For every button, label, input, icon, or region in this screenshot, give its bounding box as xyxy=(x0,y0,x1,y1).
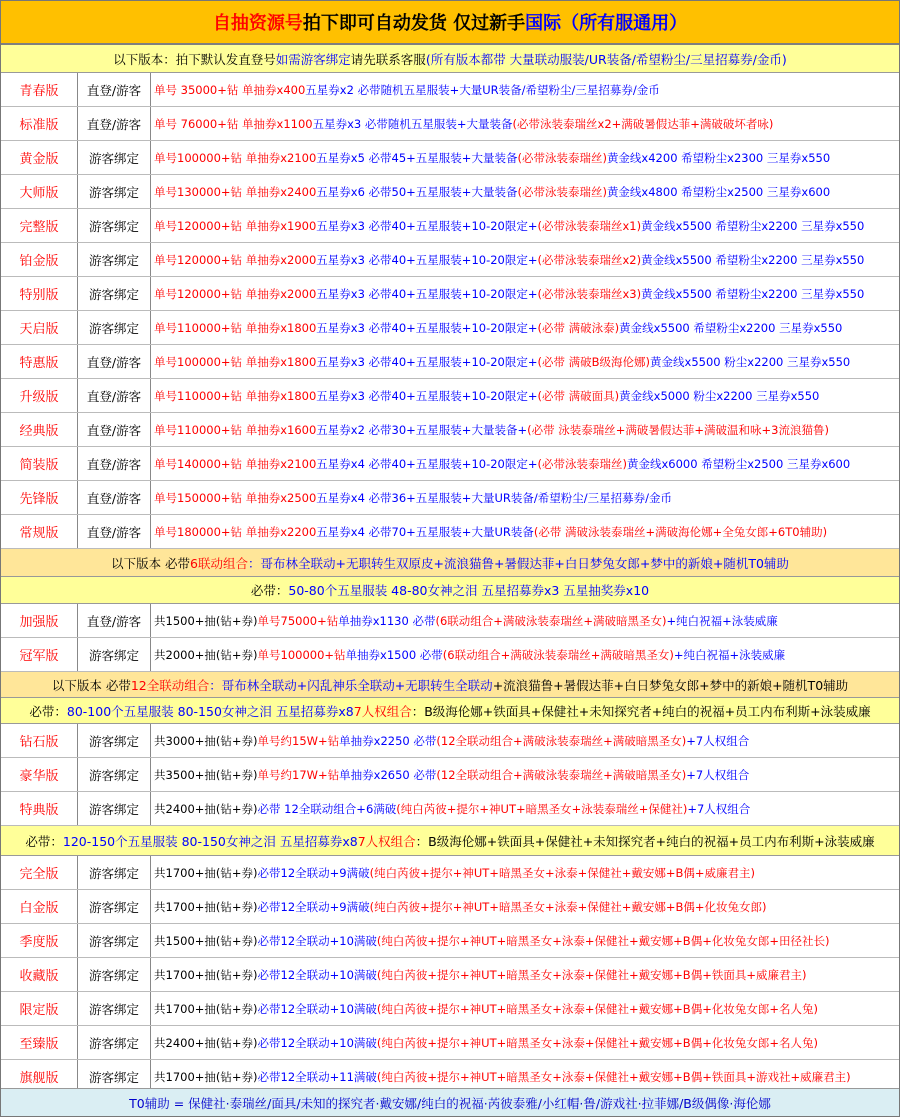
version-details xyxy=(151,345,899,378)
detail-segment: 共3500+抽(钻+券) xyxy=(154,767,258,782)
version-details xyxy=(151,311,899,344)
login-type: 游客绑定 xyxy=(78,638,151,671)
detail-segment: (6联动组合+满破泳装泰瑞丝+满破暗黑圣女) xyxy=(435,613,667,628)
login-type: 游客绑定 xyxy=(78,277,151,310)
detail-segment: +纯白祝福+泳装威廉 xyxy=(666,613,778,628)
detail-segment: 五星券x3 必带40+五星服装+10-20限定+ xyxy=(316,320,538,335)
table-row xyxy=(1,73,899,107)
table-row xyxy=(1,175,899,209)
detail-segment: (必带 泳装泰瑞丝+满破暑假达菲+满破温和咏+3流浪猫鲁) xyxy=(527,422,829,437)
section3-sub-p3: 7人权组合 xyxy=(353,703,412,719)
detail-segment: 五星券x3 必带40+五星服装+10-20限定+ xyxy=(316,286,538,301)
section3-header-p1: 以下版本 必带 xyxy=(51,677,131,693)
version-details xyxy=(151,638,899,671)
detail-segment: (6联动组合+满破泳装泰瑞丝+满破暗黑圣女) xyxy=(442,647,674,662)
detail-segment: 共2400+抽(钻+券) xyxy=(154,1035,258,1050)
table-row xyxy=(1,141,899,175)
table-row xyxy=(1,447,899,481)
detail-segment: 共3000+抽(钻+券) xyxy=(154,733,258,748)
detail-segment: 黄金线x4800 希望粉尘x2500 三星券x600 xyxy=(606,184,831,199)
version-details xyxy=(151,141,899,174)
login-type: 游客绑定 xyxy=(78,724,151,757)
section3-subheader xyxy=(1,698,899,724)
section2-table xyxy=(1,604,899,672)
title-part-1: 自抽资源号 xyxy=(212,13,303,34)
detail-segment: 五星券x3 必带40+五星服装+10-20限定+ xyxy=(316,218,538,233)
section1-header-p2: 如需游客绑定 xyxy=(275,51,351,67)
detail-segment: 五星券x3 必带40+五星服装+10-20限定+ xyxy=(316,252,538,267)
login-type: 直登/游客 xyxy=(78,447,151,480)
page-title xyxy=(1,1,899,45)
detail-segment: (必带 满破B级海伦娜) xyxy=(537,354,651,369)
section3-header-p3: ：哥布林全联动+闪乱神乐全联动+无职转生全联动 xyxy=(209,677,493,693)
footer-note: T0辅助 = 保健社·泰瑞丝/面具/未知的探究者·戴安娜/纯白的祝福·芮彼泰雅/小红帽·鲁/游戏社·拉菲娜/B级偶像·海伦娜 xyxy=(1,1088,899,1116)
version-details xyxy=(151,447,899,480)
section3-header-p2: 12全联动组合 xyxy=(130,677,210,693)
version-name: 至臻版 xyxy=(1,1026,78,1059)
login-type: 游客绑定 xyxy=(78,175,151,208)
section3-table xyxy=(1,724,899,826)
version-details xyxy=(151,792,899,825)
login-type: 直登/游客 xyxy=(78,413,151,446)
detail-segment: 单号100000+钻 单抽券x2100 xyxy=(154,150,317,165)
detail-segment: 单号120000+钻 单抽券x1900 xyxy=(154,218,317,233)
version-details xyxy=(151,243,899,276)
detail-segment: 单号150000+钻 单抽券x2500 xyxy=(154,490,317,505)
table-row xyxy=(1,345,899,379)
section2-header xyxy=(1,549,899,577)
version-name: 限定版 xyxy=(1,992,78,1025)
detail-segment: 单号100000+钻 xyxy=(257,647,346,662)
detail-segment: (必带泳装泰瑞丝) xyxy=(517,184,607,199)
section3-header-p4: +流浪猫鲁+暑假达菲+白日梦兔女郎+梦中的新娘+随机T0辅助 xyxy=(492,677,849,693)
detail-segment: 单号120000+钻 单抽券x2000 xyxy=(154,286,317,301)
detail-segment: 五星券x4 必带70+五星服装+大量UR装备 xyxy=(316,524,534,539)
table-row xyxy=(1,481,899,515)
version-name: 特别版 xyxy=(1,277,78,310)
detail-segment: (纯白芮彼+提尔+神UT+暗黑圣女+泳装泰瑞丝+保健社) xyxy=(396,801,688,816)
table-row xyxy=(1,209,899,243)
table-row xyxy=(1,992,899,1026)
section1-header-p4: (所有版本都带 大量联动服装/UR装备/希望粉尘/三星招募券/金币) xyxy=(425,51,787,67)
detail-segment: (必带泳装泰瑞丝) xyxy=(517,150,607,165)
section4-sub-p4: ：B级海伦娜+铁面具+保健社+未知探究者+纯白的祝福+员工内布利斯+泳装威廉 xyxy=(415,833,875,849)
login-type: 游客绑定 xyxy=(78,243,151,276)
section2-sub-p1: 必带： xyxy=(250,583,289,598)
version-details xyxy=(151,758,899,791)
detail-segment: 单号140000+钻 单抽券x2100 xyxy=(154,456,317,471)
detail-segment: (纯白芮彼+提尔+神UT+暗黑圣女+泳泰+保健社+戴安娜+B偶+铁面具+威廉君主) xyxy=(376,967,807,982)
version-name: 先锋版 xyxy=(1,481,78,514)
version-name: 加强版 xyxy=(1,604,78,637)
table-row xyxy=(1,724,899,758)
version-name: 旗舰版 xyxy=(1,1060,78,1093)
detail-segment: (必带 满破泳装泰瑞丝+满破海伦娜+全兔女郎+6T0辅助) xyxy=(533,524,828,539)
login-type: 直登/游客 xyxy=(78,107,151,140)
detail-segment: 必带12全联动+11满破 xyxy=(257,1069,377,1084)
detail-segment: +7人权组合 xyxy=(686,733,750,748)
detail-segment: +7人权组合 xyxy=(686,767,750,782)
table-row xyxy=(1,107,899,141)
table-row xyxy=(1,792,899,826)
version-name: 青春版 xyxy=(1,73,78,106)
version-details xyxy=(151,515,899,548)
table-row xyxy=(1,638,899,672)
table-row xyxy=(1,413,899,447)
version-name: 简装版 xyxy=(1,447,78,480)
detail-segment: 五星券x4 必带36+五星服装+大量UR装备/希望粉尘/三星招募券/金币 xyxy=(316,490,672,505)
version-details xyxy=(151,413,899,446)
title-part-2: 拍下即可自动发货 仅过新手 xyxy=(302,13,526,34)
section3-header xyxy=(1,672,899,698)
section3-sub-p1: 必带： xyxy=(29,703,67,719)
detail-segment: 五星券x4 必带40+五星服装+10-20限定+ xyxy=(316,456,538,471)
detail-segment: 共1700+抽(钻+券) xyxy=(154,1001,258,1016)
version-details xyxy=(151,724,899,757)
detail-segment: (纯白芮彼+提尔+神UT+暗黑圣女+泳泰+保健社+戴安娜+B偶+化妆兔女郎+名人兔) xyxy=(376,1035,818,1050)
section4-sub-p3: 7人权组合 xyxy=(357,833,416,849)
detail-segment: 单号180000+钻 单抽券x2200 xyxy=(154,524,317,539)
detail-segment: 五星券x6 必带50+五星服装+大量装备 xyxy=(316,184,518,199)
section1-header-p1: 以下版本：拍下默认发直登号 xyxy=(113,51,276,67)
version-details xyxy=(151,209,899,242)
detail-segment: 黄金线x5500 希望粉尘x2200 三星券x550 xyxy=(641,252,865,267)
login-type: 游客绑定 xyxy=(78,209,151,242)
detail-segment: 单号110000+钻 单抽券x1800 xyxy=(154,320,317,335)
detail-segment: 单抽券x1500 必带 xyxy=(345,647,443,662)
section1-table xyxy=(1,73,899,549)
detail-segment: (必带泳装泰瑞丝) xyxy=(537,456,627,471)
detail-segment: 共2000+抽(钻+券) xyxy=(154,647,258,662)
table-row xyxy=(1,758,899,792)
detail-segment: 黄金线x5500 粉尘x2200 三星券x550 xyxy=(650,354,851,369)
version-details xyxy=(151,379,899,412)
version-name: 黄金版 xyxy=(1,141,78,174)
table-row xyxy=(1,1026,899,1060)
detail-segment: 必带12全联动+10满破 xyxy=(257,1001,377,1016)
version-name: 豪华版 xyxy=(1,758,78,791)
login-type: 直登/游客 xyxy=(78,515,151,548)
detail-segment: (必带 满破泳泰) xyxy=(537,320,620,335)
version-details xyxy=(151,1026,899,1059)
version-name: 收藏版 xyxy=(1,958,78,991)
detail-segment: 黄金线x5000 粉尘x2200 三星券x550 xyxy=(619,388,820,403)
table-row xyxy=(1,958,899,992)
login-type: 直登/游客 xyxy=(78,345,151,378)
version-name: 铂金版 xyxy=(1,243,78,276)
table-row xyxy=(1,890,899,924)
detail-segment: +7人权组合 xyxy=(687,801,751,816)
version-details xyxy=(151,481,899,514)
login-type: 游客绑定 xyxy=(78,758,151,791)
version-name: 白金版 xyxy=(1,890,78,923)
section2-header-p3: ：哥布林全联动+无职转生双原皮+流浪猫鲁+暑假达菲+白日梦兔女郎+梦中的新娘+随机T0辅助 xyxy=(248,555,789,571)
section3-sub-p2: 80-100个五星服装 80-150女神之泪 五星招募券x8 xyxy=(66,703,354,719)
version-name: 大师版 xyxy=(1,175,78,208)
version-name: 常规版 xyxy=(1,515,78,548)
detail-segment: 五星券x2 必带30+五星服装+大量装备+ xyxy=(316,422,528,437)
detail-segment: 单号120000+钻 单抽券x2000 xyxy=(154,252,317,267)
version-details xyxy=(151,175,899,208)
detail-segment: 共1500+抽(钻+券) xyxy=(154,613,258,628)
version-name: 天启版 xyxy=(1,311,78,344)
detail-segment: 单抽券x2250 必带 xyxy=(339,733,437,748)
section1-header xyxy=(1,45,899,73)
detail-segment: +纯白祝福+泳装威廉 xyxy=(673,647,786,662)
detail-segment: 五星券x5 必带45+五星服装+大量装备 xyxy=(316,150,518,165)
table-row xyxy=(1,277,899,311)
table-row xyxy=(1,379,899,413)
detail-segment: 五星券x2 必带随机五星服装+大量UR装备/希望粉尘/三星招募券/金币 xyxy=(305,82,660,97)
section2-header-p1: 以下版本 必带 xyxy=(111,555,191,571)
detail-segment: (必带泳装泰瑞丝x2) xyxy=(537,252,642,267)
login-type: 游客绑定 xyxy=(78,141,151,174)
table-row xyxy=(1,604,899,638)
table-row xyxy=(1,515,899,549)
version-name: 冠军版 xyxy=(1,638,78,671)
version-name: 钻石版 xyxy=(1,724,78,757)
version-details xyxy=(151,958,899,991)
login-type: 游客绑定 xyxy=(78,924,151,957)
version-name: 特惠版 xyxy=(1,345,78,378)
detail-segment: 共2400+抽(钻+券) xyxy=(154,801,258,816)
detail-segment: 单号 76000+钻 单抽券x1100 xyxy=(154,116,313,131)
version-name: 升级版 xyxy=(1,379,78,412)
login-type: 游客绑定 xyxy=(78,792,151,825)
version-details xyxy=(151,856,899,889)
section1-header-p3: 请先联系客服 xyxy=(350,51,426,67)
section4-subheader xyxy=(1,826,899,856)
version-details xyxy=(151,604,899,637)
detail-segment: 五星券x3 必带40+五星服装+10-20限定+ xyxy=(316,354,538,369)
detail-segment: 单号110000+钻 单抽券x1600 xyxy=(154,422,317,437)
detail-segment: (必带 满破面具) xyxy=(537,388,620,403)
detail-segment: 共1500+抽(钻+券) xyxy=(154,933,258,948)
detail-segment: (12全联动组合+满破泳装泰瑞丝+满破暗黑圣女) xyxy=(436,767,687,782)
detail-segment: (必带泳装泰瑞丝x3) xyxy=(537,286,642,301)
detail-segment: 五星券x3 必带随机五星服装+大量装备 xyxy=(312,116,513,131)
login-type: 游客绑定 xyxy=(78,992,151,1025)
version-name: 标准版 xyxy=(1,107,78,140)
detail-segment: 单号110000+钻 单抽券x1800 xyxy=(154,388,317,403)
detail-segment: (纯白芮彼+提尔+神UT+暗黑圣女+泳泰+保健社+戴安娜+B偶+化妆兔女郎) xyxy=(369,899,767,914)
login-type: 游客绑定 xyxy=(78,1060,151,1093)
detail-segment: 单抽券x2650 必带 xyxy=(339,767,437,782)
login-type: 直登/游客 xyxy=(78,73,151,106)
version-name: 特典版 xyxy=(1,792,78,825)
version-name: 季度版 xyxy=(1,924,78,957)
title-part-3: 国际（所有服通用） xyxy=(525,13,688,34)
detail-segment: (12全联动组合+满破泳装泰瑞丝+满破暗黑圣女) xyxy=(436,733,687,748)
detail-segment: 共1700+抽(钻+券) xyxy=(154,865,258,880)
login-type: 游客绑定 xyxy=(78,856,151,889)
login-type: 游客绑定 xyxy=(78,890,151,923)
version-details xyxy=(151,277,899,310)
detail-segment: 黄金线x5500 希望粉尘x2200 三星券x550 xyxy=(641,286,865,301)
section4-sub-p1: 必带： xyxy=(25,833,63,849)
section2-header-p2: 6联动组合 xyxy=(190,555,248,571)
version-details xyxy=(151,992,899,1025)
detail-segment: 黄金线x4200 希望粉尘x2300 三星券x550 xyxy=(606,150,831,165)
section2-subheader xyxy=(1,577,899,604)
version-name: 完整版 xyxy=(1,209,78,242)
table-row xyxy=(1,243,899,277)
table-row xyxy=(1,311,899,345)
detail-segment: 黄金线x5500 希望粉尘x2200 三星券x550 xyxy=(619,320,843,335)
table-row xyxy=(1,856,899,890)
detail-segment: (纯白芮彼+提尔+神UT+暗黑圣女+泳泰+保健社+戴安娜+B偶+化妆兔女郎+田径社长) xyxy=(376,933,830,948)
detail-segment: 单号约15W+钻 xyxy=(257,733,340,748)
detail-segment: 单号 35000+钻 单抽券x400 xyxy=(154,82,306,97)
section2-sub-p2: 50-80个五星服装 48-80女神之泪 五星招募券x3 五星抽奖券x10 xyxy=(288,583,650,598)
detail-segment: 单号130000+钻 单抽券x2400 xyxy=(154,184,317,199)
version-details xyxy=(151,73,899,106)
login-type: 直登/游客 xyxy=(78,481,151,514)
login-type: 游客绑定 xyxy=(78,311,151,344)
login-type: 直登/游客 xyxy=(78,604,151,637)
detail-segment: 黄金线x5500 希望粉尘x2200 三星券x550 xyxy=(641,218,865,233)
detail-segment: 单号100000+钻 单抽券x1800 xyxy=(154,354,317,369)
detail-segment: 必带 12全联动组合+6满破 xyxy=(257,801,397,816)
version-name: 经典版 xyxy=(1,413,78,446)
detail-segment: 五星券x3 必带40+五星服装+10-20限定+ xyxy=(316,388,538,403)
section3-sub-p4: ：B级海伦娜+铁面具+保健社+未知探究者+纯白的祝福+员工内布利斯+泳装威廉 xyxy=(411,703,871,719)
login-type: 游客绑定 xyxy=(78,1026,151,1059)
detail-segment: (必带泳装泰瑞丝x2+满破暑假达菲+满破破坏者咏) xyxy=(512,116,774,131)
section4-sub-p2: 120-150个五星服装 80-150女神之泪 五星招募券x8 xyxy=(62,833,358,849)
detail-segment: (纯白芮彼+提尔+神UT+暗黑圣女+泳泰+保健社+戴安娜+B偶+铁面具+游戏社+威廉君主) xyxy=(376,1069,851,1084)
version-details xyxy=(151,890,899,923)
version-name: 完全版 xyxy=(1,856,78,889)
detail-segment: (纯白芮彼+提尔+神UT+暗黑圣女+泳泰+保健社+戴安娜+B偶+威廉君主) xyxy=(369,865,755,880)
login-type: 游客绑定 xyxy=(78,958,151,991)
version-details xyxy=(151,107,899,140)
login-type: 直登/游客 xyxy=(78,379,151,412)
detail-segment: 必带12全联动+10满破 xyxy=(257,967,377,982)
detail-segment: (纯白芮彼+提尔+神UT+暗黑圣女+泳泰+保健社+戴安娜+B偶+化妆兔女郎+名人兔) xyxy=(376,1001,818,1016)
detail-segment: 必带12全联动+10满破 xyxy=(257,1035,377,1050)
detail-segment: 黄金线x6000 希望粉尘x2500 三星券x600 xyxy=(626,456,851,471)
detail-segment: 必带12全联动+10满破 xyxy=(257,933,377,948)
table-row xyxy=(1,924,899,958)
detail-segment: 必带12全联动+9满破 xyxy=(257,865,370,880)
detail-segment: 单号75000+钻 xyxy=(257,613,339,628)
version-details xyxy=(151,924,899,957)
detail-segment: 共1700+抽(钻+券) xyxy=(154,967,258,982)
detail-segment: 共1700+抽(钻+券) xyxy=(154,1069,258,1084)
detail-segment: 共1700+抽(钻+券) xyxy=(154,899,258,914)
section4-table xyxy=(1,856,899,1094)
detail-segment: 必带12全联动+9满破 xyxy=(257,899,370,914)
detail-segment: 单号约17W+钻 xyxy=(257,767,340,782)
detail-segment: (必带泳装泰瑞丝x1) xyxy=(537,218,642,233)
detail-segment: 单抽券x1130 必带 xyxy=(338,613,436,628)
